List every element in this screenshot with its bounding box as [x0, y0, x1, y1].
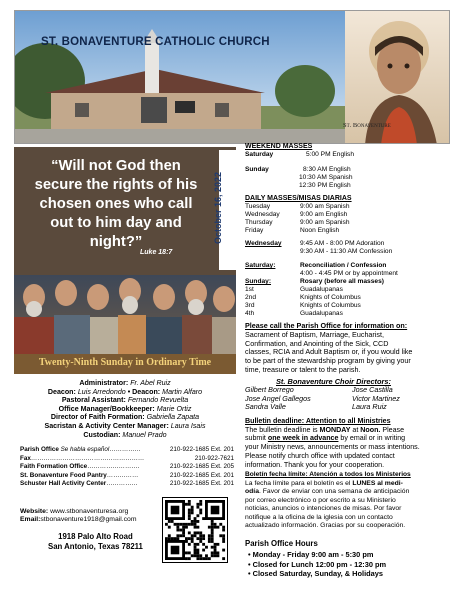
rosary-group: Guadalupanas [300, 310, 343, 317]
choir-director: Gilbert Borrego [245, 385, 294, 394]
sacraments-line: time, treasure or talent to the parish. [245, 364, 361, 374]
choir-director: Laura Ruiz [352, 402, 387, 412]
office-hours-item: • Closed Saturday, Sunday, & Holidays [248, 569, 383, 579]
bulletin-deadline-heading-es: Boletín fecha límite: Atención a todos los Ministerios [245, 471, 411, 478]
bulletin-deadline-heading: Bulletin deadline: Attention to all Ministries [245, 417, 391, 425]
rosary-group: Guadalupanas [300, 286, 343, 293]
sunday-mass-time: 12:30 PM English [299, 182, 351, 189]
bulletin-line: information. Thank you for your cooperation. [245, 460, 385, 469]
bulletin-line: The bulletin deadline is MONDAY at Noon. Please [245, 425, 405, 434]
scripture-quote: “Will not God then secure the rights of his chosen ones who call out to him day and night?” [34, 158, 198, 250]
choir-right-column [352, 386, 400, 412]
church-illustration [15, 11, 345, 144]
liturgical-sunday-title: Twenty-Ninth Sunday in Ordinary Time [38, 357, 212, 368]
choir-director: Jose Angel Gallegos [245, 393, 311, 403]
weekend-masses-heading: WEEKEND MASSES [245, 143, 313, 150]
bulletin-line-es: por correo electrónico o por escrito a su Ministerio [245, 496, 396, 504]
choir-heading: St. Bonaventure Choir Directors: [276, 377, 391, 386]
rosary-title: Rosary (before all masses) [300, 278, 384, 285]
reconciliation-time: 4:00 - 4:45 PM or by appointment [300, 270, 398, 277]
staff-pastoral-assistant: Pastoral Assistant: Fernando Revuelta [61, 396, 189, 405]
bulletin-line: submit one week in advance by email or in writing [245, 434, 406, 443]
scripture-citation: Luke 18:7 [140, 249, 173, 256]
office-hours-list [248, 550, 386, 579]
daily-day: Thursday [245, 219, 273, 226]
sunday-label: Sunday [245, 166, 269, 173]
saint-caption: St. Bonaventure [343, 122, 391, 129]
rosary-week: 2nd [245, 294, 257, 301]
choir-director: Jose Castilla [352, 385, 393, 394]
address-line: 1918 Palo Alto Road [58, 532, 133, 541]
church-photo [15, 11, 345, 144]
sacraments-line: Sacrament of Baptism, Marriage, Eucharist, [245, 329, 385, 339]
sacraments-line: classes, RCIA and Adult Baptism or, if you would like [245, 347, 413, 357]
saturday-label: Saturday [245, 151, 274, 158]
office-hours-item: • Closed for Lunch 12:00 pm - 12:30 pm [248, 559, 387, 569]
apostles-painting [14, 275, 236, 355]
rosary-week: 4th [245, 310, 255, 317]
reconciliation-title: Reconciliation / Confession [300, 262, 387, 269]
saturday-confession-label: Saturday: [245, 262, 276, 269]
daily-day: Friday [245, 227, 264, 234]
daily-time: 9:00 am Spanish [300, 203, 350, 210]
bulletin-line-es: odía. Favor de enviar con una semana de anticipación [245, 488, 410, 495]
address-block [48, 532, 143, 552]
contact-info [20, 508, 136, 525]
office-hours-heading: Parish Office Hours [245, 539, 318, 548]
staff-faith-formation: Director of Faith Formation: Gabriella Zapata [50, 413, 200, 422]
website-line: Website: www.stbonaventuresa.org [20, 508, 129, 515]
choir-director: Sandra Valle [245, 402, 286, 412]
daily-time: Noon English [300, 227, 340, 234]
bulletin-line: Please notify church office with updated contact [245, 451, 395, 460]
bulletin-deadline-spanish [245, 471, 411, 531]
staff-deacons: Deacon: Luis Arredondo • Deacon: Martin Alfaro [47, 387, 203, 396]
email-line: Email:stbonaventure1918@gmail.com [20, 516, 137, 524]
sunday-mass-time: 10:30 AM Spanish [299, 174, 353, 181]
rosary-group: Knights of Columbus [300, 302, 361, 309]
bulletin-line-es: noticias, anuncios o intenciones de misas. Por favor [245, 505, 402, 512]
choir-director: Victor Martinez [352, 393, 400, 403]
bulletin-line-es: notifique a la oficina de la iglesia con un contacto [245, 513, 393, 521]
choir-left-column [245, 386, 311, 412]
apostles-illustration [14, 275, 236, 355]
saturday-mass-time: 5:00 PM English [306, 151, 355, 158]
confession-time: 9:30 AM - 11:30 AM Confession [300, 248, 393, 255]
bulletin-deadline-english [245, 417, 420, 469]
office-hours-item: • Monday - Friday 9:00 am - 5:30 pm [248, 550, 374, 559]
bulletin-date: October 16, 2022 [213, 171, 223, 245]
staff-office-manager: Office Manager/Bookkeeper: Marie Ortiz [58, 404, 192, 413]
qr-code-pattern [163, 498, 227, 562]
address-line: San Antonio, Texas 78211 [48, 542, 143, 551]
rosary-week: 3rd [245, 302, 255, 309]
daily-time: 9:00 am Spanish [300, 219, 350, 226]
daily-time: 9:00 am English [300, 211, 348, 218]
bulletin-line-es: actualizado información. Gracias por su cooperación. [245, 522, 406, 529]
rosary-week: 1st [245, 286, 254, 293]
bulletin-line-es: La fecha límite para el boletín es el LUNES al medi- [245, 479, 403, 487]
sunday-mass-time: 8:30 AM English [303, 166, 351, 173]
daily-day: Wednesday [245, 211, 280, 218]
sunday-artwork [14, 147, 236, 374]
sunday-rosary-label: Sunday: [245, 278, 272, 285]
staff-administrator: Administrator: Fr. Abel Ruiz [79, 379, 171, 387]
adoration-time: 9:45 AM - 8:00 PM Adoration [300, 240, 385, 247]
church-title: ST. BONAVENTURE CATHOLIC CHURCH [41, 36, 270, 48]
sacraments-info [245, 322, 412, 375]
sacraments-line: to be part of the stewardship program by giving your [245, 356, 411, 366]
website-link[interactable]: www.stbonaventuresa.org [50, 508, 129, 515]
daily-masses-heading: DAILY MASSES/MISAS DIARIAS [245, 195, 352, 202]
bulletin-line: your Ministry news, announcements or mass intentions. [245, 443, 420, 452]
email-link[interactable]: stbonaventure1918@gmail.com [40, 516, 137, 524]
staff-sacristan: Sacristan & Activity Center Manager: Laura Isais [44, 422, 206, 430]
staff-custodian: Custodian: Manuel Prado [83, 430, 167, 439]
wednesday-label: Wednesday [245, 240, 282, 247]
rosary-group: Knights of Columbus [300, 294, 361, 301]
qr-code[interactable] [162, 497, 228, 563]
sacraments-heading: Please call the Parish Office for information on: [245, 321, 408, 330]
sacraments-line: Confirmation, and Anointing of the Sick, CCD [245, 338, 389, 348]
daily-day: Tuesday [245, 203, 271, 210]
